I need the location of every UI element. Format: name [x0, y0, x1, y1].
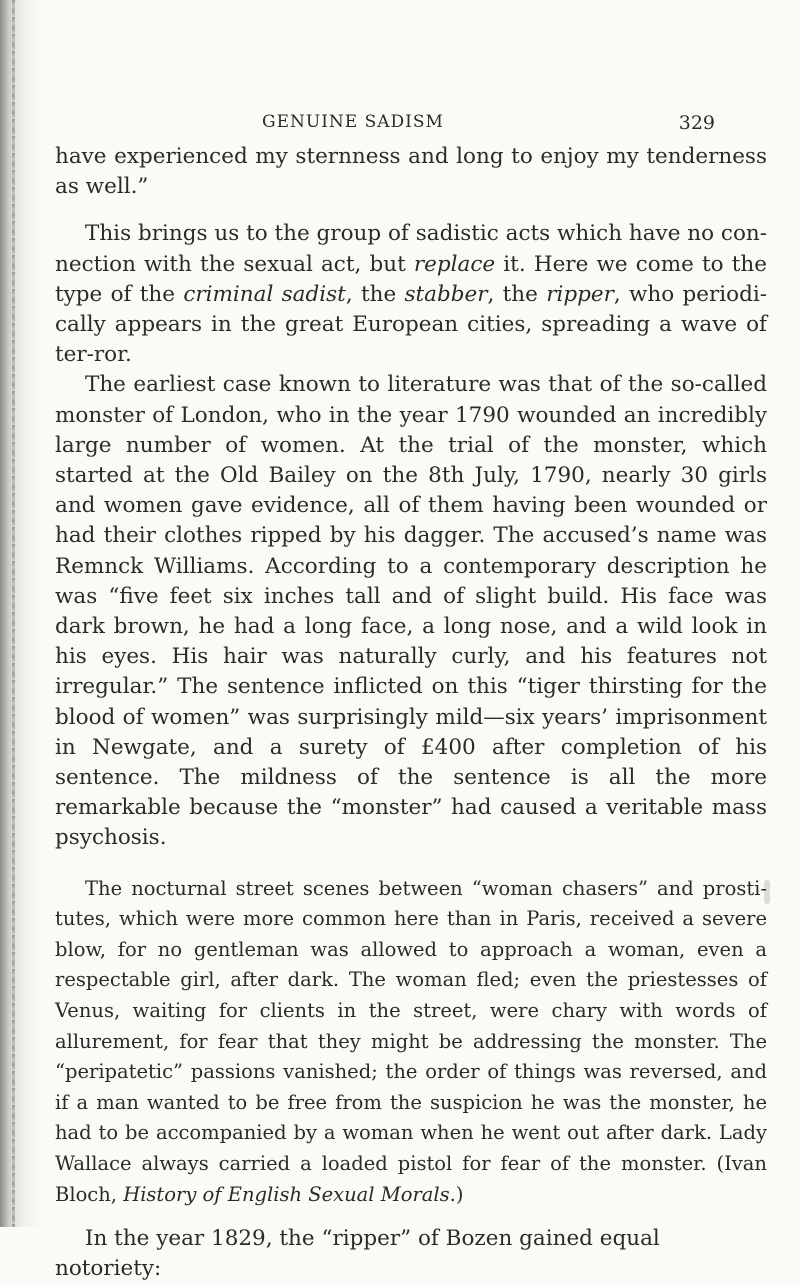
book-spine-shadow [0, 0, 40, 1227]
paragraph-ripper-of-bozen: In the year 1829, the “ripper” of Bozen gained equal notoriety: [55, 1226, 660, 1282]
running-title: GENUINE SADISM [262, 112, 444, 132]
page-header [55, 112, 767, 142]
emphasis-criminal-sadist: criminal sadist [183, 281, 346, 307]
paragraph-continuation: have experienced my sternness and long to enjoy my tenderness as well.” [55, 144, 767, 200]
paragraph-monster-of-london: The earliest case known to literature was that of the so-called monster of London, who in the year 1790 wounded an incredibly large number of women. At the trial of the monster, which started at the Old Bailey on the 8th July, 1790, nearly 30 girls and women gave evidence, all of them having been wounded or had their clothes ripped by his dagger. The accused’s name was Remnck Williams. According to a contemporary description he was “five feet six inches tall and of slight build. His face was dark brown, he had a long face, a long nose, and a wild look in his eyes. His hair was naturally curly, and his features not irregular.” The sentence inflicted on this “tiger thirsting for the blood of women” was surprisingly mild—six years’ imprisonment in Newgate, and a surety of £400 after completion of his sentence. The mildness of the sentence is all the more remarkable because the “monster” had caused a veritable mass psychosis. [55, 372, 767, 851]
book-page [55, 112, 767, 1284]
emphasis-stabber: stabber [404, 281, 488, 307]
emphasis-ripper: ripper [546, 281, 614, 307]
emphasis-replace: replace [413, 251, 496, 277]
page-number: 329 [678, 112, 715, 134]
citation-title: History of English Sexual Morals [123, 1182, 450, 1206]
block-quote-bloch: The nocturnal street scenes between “woman chasers” and prosti-tutes, which were more common here than in Paris, received a severe blow, for no gentleman was allowed to approach a woman, even a respectable girl, after dark. The woman fled; even the priestesses of Venus, waiting for clients in the street, were chary with words of allurement, for fear that they might be addressing the monster. The “peripatetic” passions vanished; the order of things was reversed, and if a man wanted to be free from the suspicion he was the monster, he had to be accompanied by a woman when he went out after dark. Lady Wallace always carried a loaded pistol for fear of the monster. (Ivan Bloch, History of English Sexual Morals.) [55, 876, 767, 1206]
paragraph-criminal-sadist: This brings us to the group of sadistic acts which have no con-nection with the sexual act, but replace it. Here we come to the type of the criminal sadist, the stabber, the ripper, who periodi-cally appears in the great European cities, spreading a wave of ter-ror. [55, 221, 768, 368]
